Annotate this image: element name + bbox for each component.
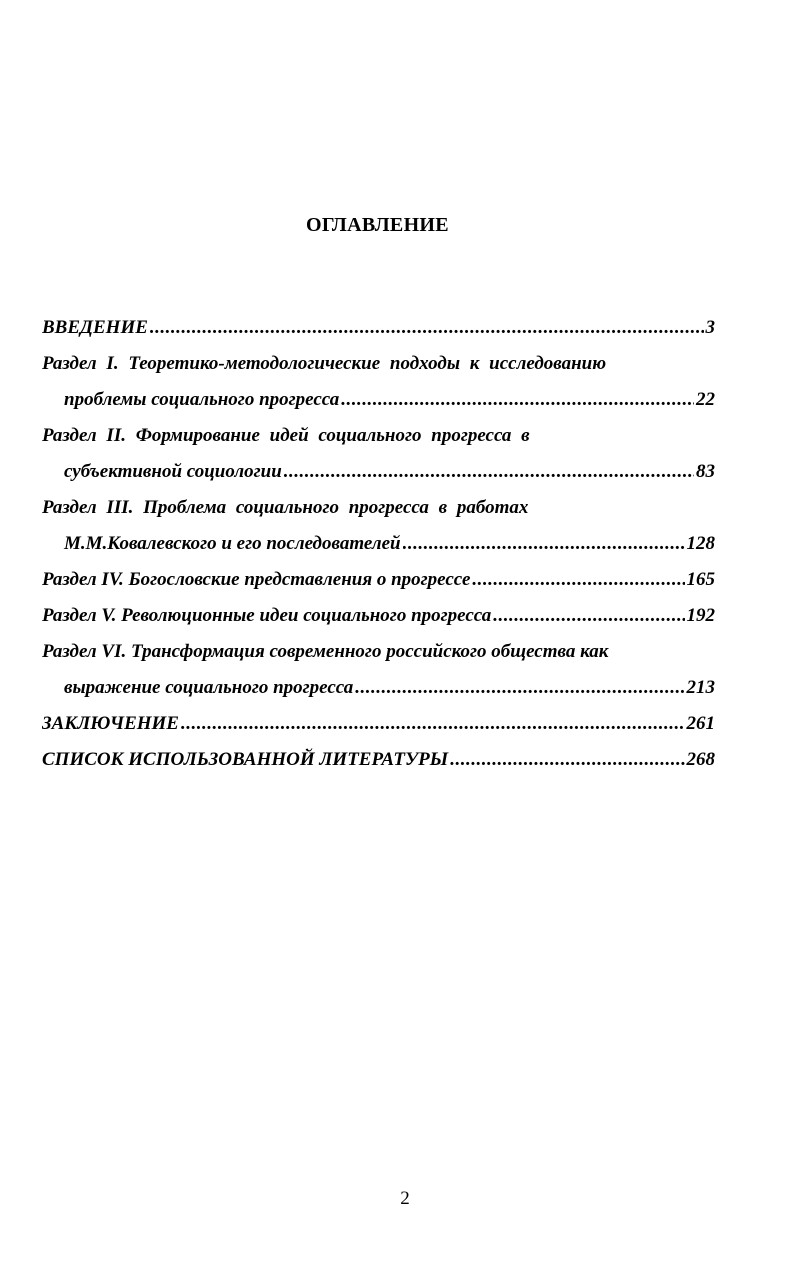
dot-leader [403,526,685,562]
toc-entry-title: М.М.Ковалевского и его последователей [64,533,401,554]
toc-entry-title: выражение социального прогресса [64,677,354,698]
dot-leader [450,742,684,778]
toc-entry-section-2-line-1 [42,418,715,454]
dot-leader [341,382,694,418]
toc-entry-page: 213 [686,677,715,698]
dot-leader [181,706,685,742]
toc-entry-references [42,742,715,778]
toc-entry-section-6-line-2 [42,670,715,706]
toc-entry-section-2-line-2 [42,454,715,490]
toc-entry-title: Раздел V. Революционные идеи социального прогресса [42,605,492,626]
toc-entry-introduction [42,310,715,346]
dot-leader [150,310,704,346]
toc-entry-title: Раздел VI. Трансформация современного российского общества как [42,641,609,662]
dot-leader [493,598,684,634]
toc-entry-page: 165 [686,569,715,590]
toc-entry-title: ЗАКЛЮЧЕНИЕ [42,713,179,734]
page-title: ОГЛАВЛЕНИЕ [306,214,449,236]
toc-entry-section-1-line-1 [42,346,715,382]
toc-entry-page: 128 [686,533,715,554]
dot-leader [284,454,694,490]
toc-entry-section-6-line-1 [42,634,715,670]
toc-entry-title: проблемы социального прогресса [64,389,340,410]
dot-leader [355,670,684,706]
toc-entry-title: СПИСОК ИСПОЛЬЗОВАННОЙ ЛИТЕРАТУРЫ [42,749,449,770]
toc-entry-page: 3 [705,317,715,338]
toc-entry-section-3-line-2 [42,526,715,562]
toc-entry-page: 22 [696,389,715,410]
toc-entry-title: Раздел III. Проблема социального прогресса в работах [42,497,529,518]
toc-entry-section-4 [42,562,715,598]
toc-entry-conclusion [42,706,715,742]
toc-entry-page: 268 [686,749,715,770]
toc-entry-title: Раздел IV. Богословские представления о прогрессе [42,569,471,590]
toc-entry-title: Раздел I. Теоретико-методологические подходы к исследованию [42,353,607,374]
toc-entry-section-5 [42,598,715,634]
toc-entry-title: Раздел II. Формирование идей социального прогресса в [42,425,530,446]
toc-entry-title: ВВЕДЕНИЕ [42,317,148,338]
page-number: 2 [400,1188,410,1209]
toc-entry-page: 261 [686,713,715,734]
toc-entry-page: 83 [696,461,715,482]
dot-leader [472,562,684,598]
toc-entry-title: субъективной социологии [64,461,282,482]
toc-entry-section-3-line-1 [42,490,715,526]
toc-entry-section-1-line-2 [42,382,715,418]
table-of-contents [42,310,715,778]
toc-entry-page: 192 [686,605,715,626]
